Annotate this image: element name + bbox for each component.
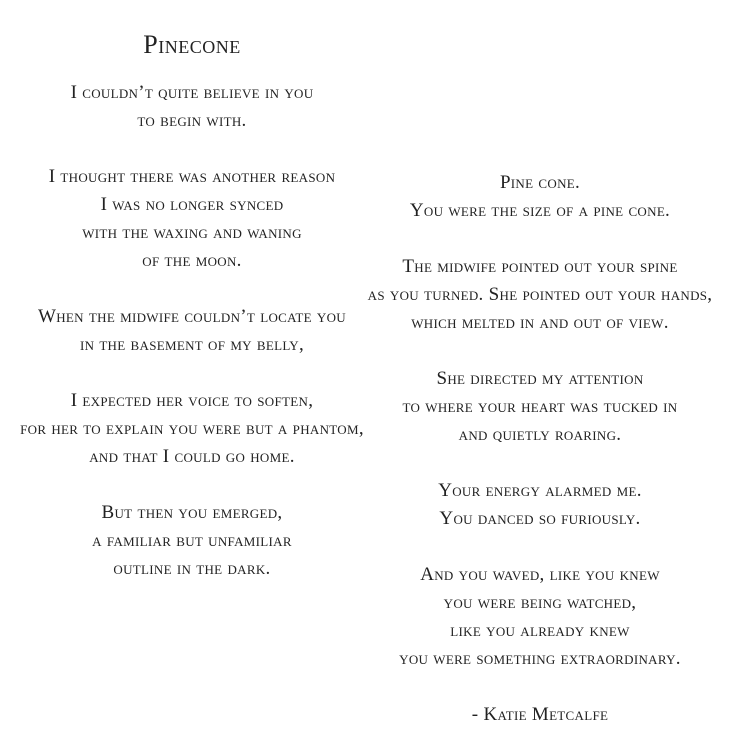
poem-line: in the basement of my belly, (79, 334, 305, 355)
stanza (346, 561, 734, 673)
stanza (0, 387, 384, 471)
poem-line: And you waved, like you knew (420, 564, 660, 585)
poem-line: which melted in and out of view. (411, 312, 669, 333)
stanza (346, 477, 734, 533)
poem-line: I thought there was another reason (48, 166, 336, 187)
poem-line: as you turned. She pointed out your hands, (367, 284, 713, 305)
poem-line: a familiar but unfamiliar (92, 530, 292, 551)
poem-line: outline in the dark. (113, 558, 271, 579)
poem-line: Your energy alarmed me. (438, 480, 642, 501)
poem-line: like you already knew (450, 620, 630, 641)
poem-line: you were being watched, (443, 592, 637, 613)
stanza (0, 303, 384, 359)
stanza (0, 163, 384, 275)
poem-title: Pinecone (143, 30, 241, 59)
poem-line: and that I could go home. (89, 446, 295, 467)
poem-line: The midwife pointed out your spine (402, 256, 678, 277)
stanza (346, 365, 734, 449)
poem-line: with the waxing and waning (82, 222, 302, 243)
poem-line: You danced so furiously. (439, 508, 641, 529)
left-column (0, 79, 384, 611)
poem-line: to begin with. (137, 110, 247, 131)
poem-line: I couldn’t quite believe in you (70, 82, 314, 103)
poem-line: and quietly roaring. (458, 424, 622, 445)
poem-line: But then you emerged, (101, 502, 283, 523)
poem-line: You were the size of a pine cone. (409, 200, 671, 221)
poem-line: of the moon. (142, 250, 242, 271)
poem-line: When the midwife couldn’t locate you (38, 306, 346, 327)
poem-line: I expected her voice to soften, (70, 390, 314, 411)
stanza (346, 253, 734, 337)
stanza (346, 169, 734, 225)
stanza (0, 79, 384, 135)
poem-line: Pine cone. (499, 172, 581, 193)
poem-line: for her to explain you were but a phantom, (20, 418, 364, 439)
poem-line: to where your heart was tucked in (402, 396, 678, 417)
poem-line: She directed my attention (436, 368, 644, 389)
poem-line: you were something extraordinary. (399, 648, 681, 669)
right-column (346, 169, 734, 729)
stanza (0, 499, 384, 583)
poem-attribution: - Katie Metcalfe (471, 704, 609, 725)
poem-line: I was no longer synced (100, 194, 284, 215)
